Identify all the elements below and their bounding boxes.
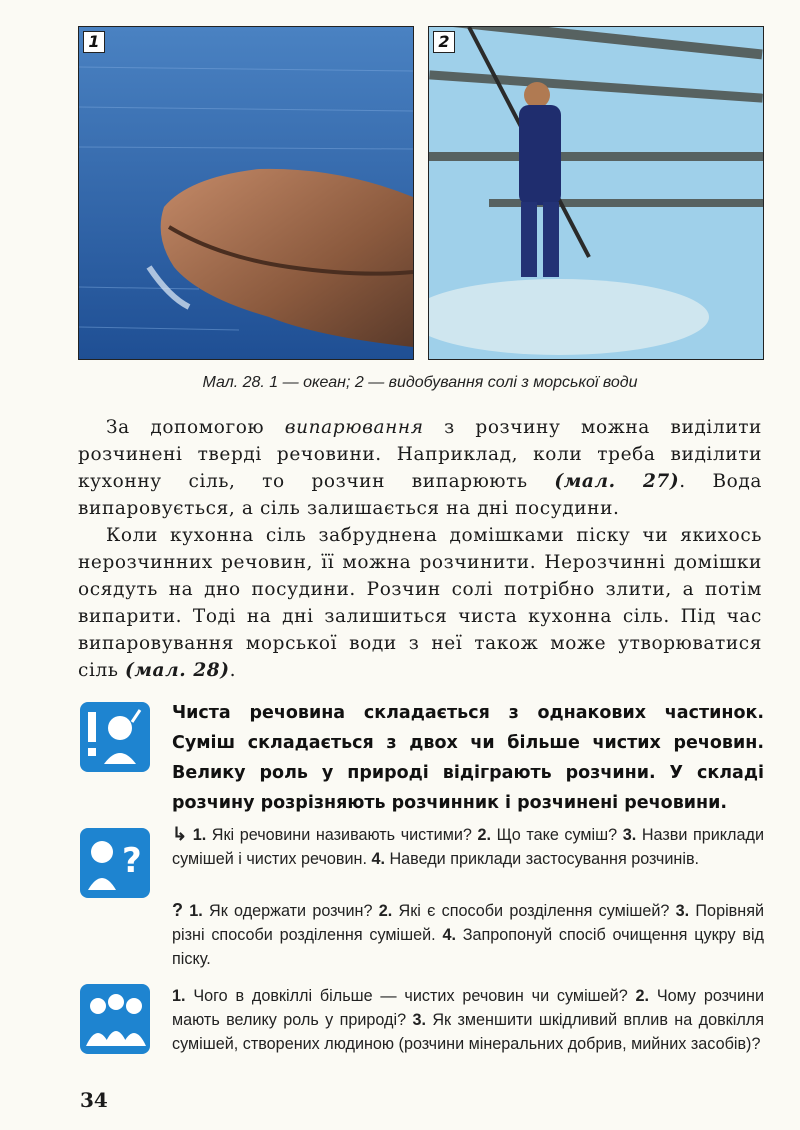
question-number: 1. <box>189 902 203 920</box>
question-text: Наведи приклади застосування розчинів. <box>384 850 700 868</box>
paragraph-salt-purification <box>78 522 762 684</box>
question-number: 1. <box>192 826 207 844</box>
salt-extraction-photo <box>428 26 764 360</box>
question-number: 2. <box>635 987 650 1005</box>
ocean-rock-image <box>79 27 413 359</box>
text-run: . Вода випаровується, а сіль залишається на дні посудини. <box>78 471 763 519</box>
paragraph-evaporation <box>78 414 762 522</box>
question-text: Назви приклади сумішей і чистих речовин. <box>172 826 764 868</box>
question-number: 2. <box>378 902 393 920</box>
question-text: Які речовини називають чистими? <box>206 826 478 844</box>
question-text: Запропонуй спосіб очищення цукру від піску. <box>172 926 764 968</box>
ocean-photo <box>78 26 414 360</box>
question-number: 1. <box>172 987 186 1005</box>
question-text: Як зменшити шкідливий вплив на довкілля сумішей, створених людиною (розчини мінеральних добрив, мийних засобів)? <box>172 1011 765 1053</box>
remember-figure-icon <box>80 702 150 772</box>
salt-worker-image <box>429 27 763 359</box>
question-number: 4. <box>442 926 456 944</box>
page-number: 34 <box>80 1088 108 1112</box>
discussion-figure-icon <box>80 984 150 1054</box>
question-text: Які є способи розділення сумішей? <box>392 902 676 920</box>
svg-text:?: ? <box>122 841 142 881</box>
photo-number: 2 <box>433 31 455 53</box>
figure-reference: (мал. 28) <box>124 660 230 681</box>
question-text: Чого в довкіллі більше — чистих речовин чи сумішей? <box>185 987 636 1005</box>
text-run: Коли кухонна сіль забруднена домішками піску чи якихось нерозчинних речовин, її можна розчинити. Нерозчинні домішки осядуть на дно посудини. Розчин солі потрібно злити, а потім випарити. Тоді на дні залишиться чиста кухонна сіль. Під час випаровування морської води з неї також може утворюватися сіль <box>78 525 762 681</box>
figure-caption: Мал. 28. 1 — океан; 2 — видобування солі з морської води <box>202 374 638 391</box>
question-text: Порівняй різні способи розділення сумішей. <box>172 902 765 944</box>
question-figure-icon <box>80 828 150 898</box>
question-text: Як одержати розчин? <box>202 902 379 920</box>
text-run: з розчину можна виділити розчинені тверді речовини. Наприклад, коли треба виділити кухонну сіль, то розчин випарюють <box>78 417 762 492</box>
questions-group-advanced <box>172 898 764 971</box>
question-text: Чому розчини мають велику роль у природі? <box>172 987 764 1029</box>
questions-group-discussion <box>172 984 764 1056</box>
question-number: 3. <box>675 902 690 920</box>
arrow-pointer-icon: ↳ <box>172 824 188 844</box>
figure-reference: (мал. 27) <box>554 471 680 492</box>
summary-text: Чиста речовина складається з однакових частинок. Суміш складається з двох чи більше чистих речовин. Велику роль у природі відіграють розчини. У складі розчину розрізняють розчинник і розчинені речовини. <box>172 703 764 813</box>
term-evaporation: випарювання <box>284 417 424 438</box>
question-number: 3. <box>412 1011 426 1029</box>
question-number: 4. <box>371 850 385 868</box>
text-run: . <box>229 660 237 681</box>
photo-number: 1 <box>83 31 105 53</box>
question-number: 3. <box>622 826 637 844</box>
question-text: Що таке суміш? <box>491 826 623 844</box>
question-number: 2. <box>477 826 491 844</box>
questions-group-basic <box>172 822 764 871</box>
text-run: За допомогою <box>106 417 285 438</box>
question-mark-icon: ? <box>172 900 183 920</box>
